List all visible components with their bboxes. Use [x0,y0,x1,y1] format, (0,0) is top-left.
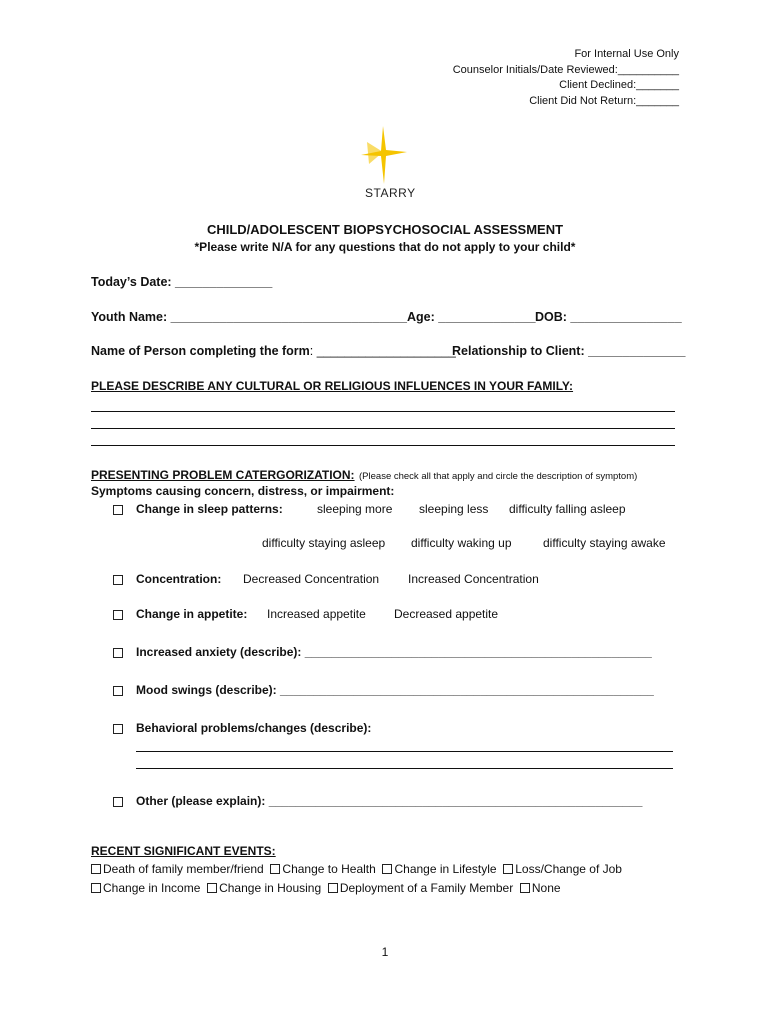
event-option[interactable]: Change in Income [91,881,200,895]
appetite-checkbox[interactable] [113,610,123,620]
cultural-line-3[interactable] [91,445,675,446]
internal-use-label: For Internal Use Only [574,48,679,60]
presenting-heading: PRESENTING PROBLEM CATERGORIZATION: [91,468,355,482]
sleep-option[interactable]: difficulty staying asleep [262,536,386,550]
behavioral-line-1[interactable] [136,751,673,752]
youth-name-field[interactable]: Youth Name: __________________________________ [91,310,407,324]
appetite-option[interactable]: Increased appetite [267,607,366,621]
event-option[interactable]: Loss/Change of Job [503,862,622,876]
presenting-heading-row [91,466,637,484]
behavioral-checkbox[interactable] [113,724,123,734]
appetite-option[interactable]: Decreased appetite [394,607,499,621]
checkbox-icon[interactable] [382,864,392,874]
page-number: 1 [381,945,389,959]
presenting-note: (Please check all that apply and circle the description of symptom) [359,471,638,482]
sleep-option[interactable]: sleeping more [317,502,393,516]
checkbox-icon[interactable] [91,864,101,874]
sleep-option[interactable]: difficulty waking up [411,536,512,550]
concentration-checkbox[interactable] [113,575,123,585]
logo-text: STARRY [365,186,416,200]
anxiety-field[interactable]: Increased anxiety (describe): ____________________________________________________ [136,645,652,659]
person-completing-label: Name of Person completing the form [91,344,310,358]
checkbox-icon[interactable] [91,883,101,893]
event-option[interactable]: Change in Lifestyle [382,862,496,876]
person-completing-line: : ____________________ [309,344,456,358]
checkbox-icon[interactable] [328,883,338,893]
behavioral-line-2[interactable] [136,768,673,769]
starry-logo [355,124,415,204]
sleep-label: Change in sleep patterns: [136,502,283,516]
checkbox-icon[interactable] [503,864,513,874]
events-row-1 [91,862,622,876]
relationship-field[interactable]: Relationship to Client: ______________ [452,344,686,358]
checkbox-icon[interactable] [207,883,217,893]
other-field[interactable]: Other (please explain): ________________________________________________________ [136,794,643,808]
concentration-option[interactable]: Decreased Concentration [243,572,380,586]
age-field[interactable]: Age: ______________ [407,310,536,324]
other-checkbox[interactable] [113,797,123,807]
client-declined-field[interactable]: Client Declined:_______ [559,79,679,91]
sleep-option[interactable]: difficulty falling asleep [509,502,626,516]
mood-field[interactable]: Mood swings (describe): ________________________________________________________ [136,683,654,697]
appetite-label: Change in appetite: [136,607,248,621]
counselor-initials-field[interactable]: Counselor Initials/Date Reviewed:__________ [452,64,679,76]
symptoms-label: Symptoms causing concern, distress, or impairment: [91,484,395,498]
checkbox-icon[interactable] [270,864,280,874]
behavioral-label: Behavioral problems/changes (describe): [136,721,372,735]
event-option[interactable]: Change in Housing [207,881,321,895]
events-heading: RECENT SIGNIFICANT EVENTS: [91,844,276,858]
todays-date-field[interactable]: Today’s Date: ______________ [91,275,273,289]
sleep-checkbox[interactable] [113,505,123,515]
cultural-line-2[interactable] [91,428,675,429]
anxiety-checkbox[interactable] [113,648,123,658]
events-row-2 [91,881,561,895]
star-icon [355,124,415,186]
event-option[interactable]: Deployment of a Family Member [328,881,513,895]
dob-field[interactable]: DOB: ________________ [535,310,682,324]
event-option[interactable]: Change to Health [270,862,375,876]
cultural-heading: PLEASE DESCRIBE ANY CULTURAL OR RELIGIOUS INFLUENCES IN YOUR FAMILY: [91,379,574,393]
event-option[interactable]: Death of family member/friend [91,862,264,876]
sleep-option[interactable]: sleeping less [419,502,489,516]
concentration-label: Concentration: [136,572,222,586]
checkbox-icon[interactable] [520,883,530,893]
sleep-option[interactable]: difficulty staying awake [543,536,666,550]
event-option[interactable]: None [520,881,561,895]
client-did-not-return-field[interactable]: Client Did Not Return:_______ [529,95,679,107]
cultural-line-1[interactable] [91,411,675,412]
page-subtitle: *Please write N/A for any questions that do not apply to your child* [194,240,576,254]
mood-checkbox[interactable] [113,686,123,696]
page-title: CHILD/ADOLESCENT BIOPSYCHOSOCIAL ASSESSMENT [206,222,564,237]
person-completing-field[interactable] [91,344,456,358]
concentration-option[interactable]: Increased Concentration [408,572,539,586]
